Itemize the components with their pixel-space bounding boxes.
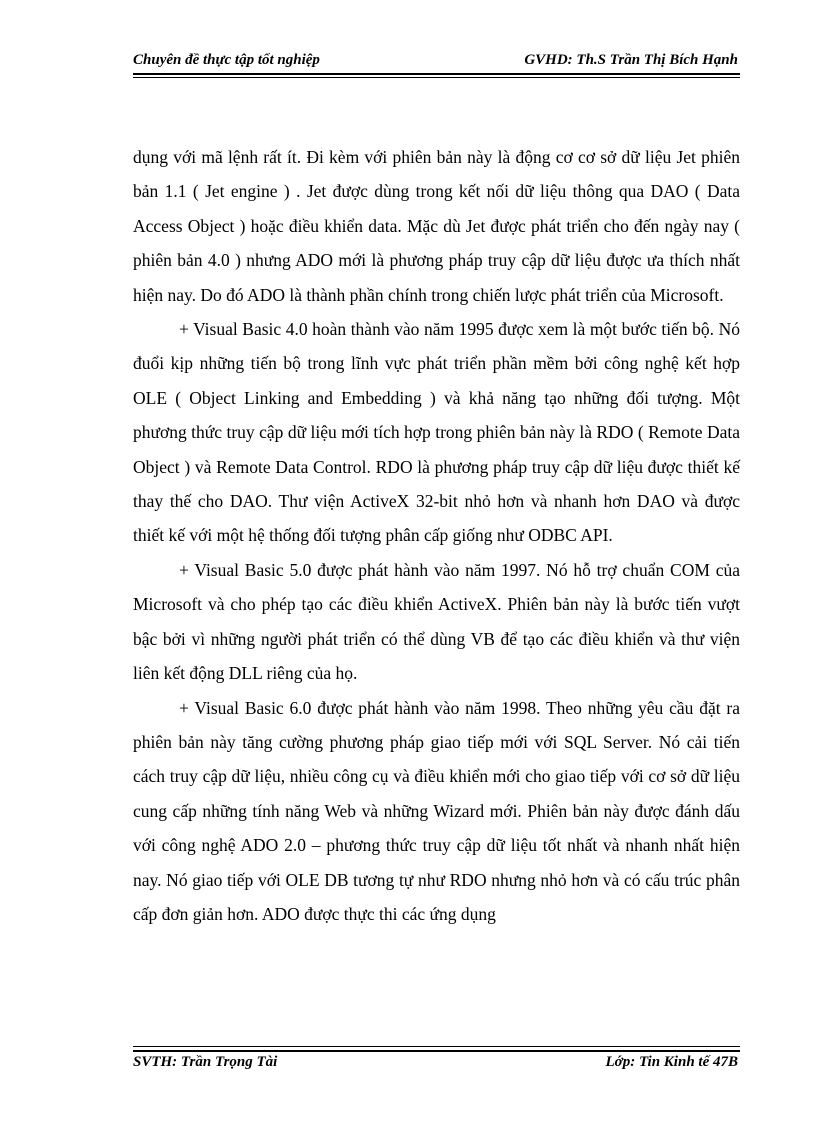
page-body (133, 140, 740, 931)
body-paragraph-vb4: + Visual Basic 4.0 hoàn thành vào năm 1995 được xem là một bước tiến bộ. Nó đuổi kịp những tiến bộ trong lĩnh vực phát triển phần mềm bởi công nghệ kết hợp OLE ( Object Linking and Embedding ) và khả năng tạo những đối tượng. Một phương thức truy cập dữ liệu mới tích hợp trong phiên bản này là RDO ( Remote Data Object ) và Remote Data Control. RDO là phương pháp truy cập dữ liệu được thiết kế thay thế cho DAO. Thư viện ActiveX 32-bit nhỏ hơn và nhanh hơn DAO và được thiết kế với một hệ thống đối tượng phân cấp giống như ODBC API. (133, 319, 740, 546)
body-paragraph-vb5: + Visual Basic 5.0 được phát hành vào năm 1997. Nó hỗ trợ chuẩn COM của Microsoft và cho phép tạo các điều khiển ActiveX. Phiên bản này là bước tiến vượt bậc bởi vì những người phát triển có thể dùng VB để tạo các điều khiển và thư viện liên kết động DLL riêng của họ. (133, 559, 740, 684)
footer-rule-thick (133, 1050, 740, 1052)
body-paragraph-1: dụng với mã lệnh rất ít. Đi kèm với phiên bản này là động cơ cơ sở dữ liệu Jet phiên bản 1.1 ( Jet engine ) . Jet được dùng trong kết nối dữ liệu thông qua DAO ( Data Access Object ) hoặc điều khiển data. Mặc dù Jet được phát triển cho đến ngày nay ( phiên bản 4.0 ) nhưng ADO mới là phương pháp truy cập dữ liệu được ưa thích nhất hiện nay. Do đó ADO là thành phần chính trong chiến lược phát triển của Microsoft. (133, 147, 740, 305)
page-footer (133, 1054, 738, 1076)
page-header (133, 52, 738, 74)
footer-student: SVTH: Trần Trọng Tài (133, 1054, 278, 1070)
header-course-title: Chuyên đề thực tập tốt nghiệp (133, 52, 320, 68)
footer-rule-thin (133, 1046, 740, 1047)
header-rule-thin (133, 77, 740, 78)
header-supervisor: GVHD: Th.S Trần Thị Bích Hạnh (524, 52, 738, 68)
footer-class: Lớp: Tin Kinh tế 47B (605, 1054, 738, 1070)
header-rule-thick (133, 73, 740, 75)
body-paragraph-vb6: + Visual Basic 6.0 được phát hành vào năm 1998. Theo những yêu cầu đặt ra phiên bản này tăng cường phương pháp giao tiếp mới với SQL Server. Nó cải tiến cách truy cập dữ liệu, nhiều công cụ và điều khiển mới cho giao tiếp với cơ sở dữ liệu cung cấp những tính năng Web và những Wizard mới. Phiên bản này được đánh dấu với công nghệ ADO 2.0 – phương thức truy cập dữ liệu tốt nhất và nhanh nhất hiện nay. Nó giao tiếp với OLE DB tương tự như RDO nhưng nhỏ hơn và có cấu trúc phân cấp đơn giản hơn. ADO được thực thi các ứng dụng (133, 697, 740, 924)
